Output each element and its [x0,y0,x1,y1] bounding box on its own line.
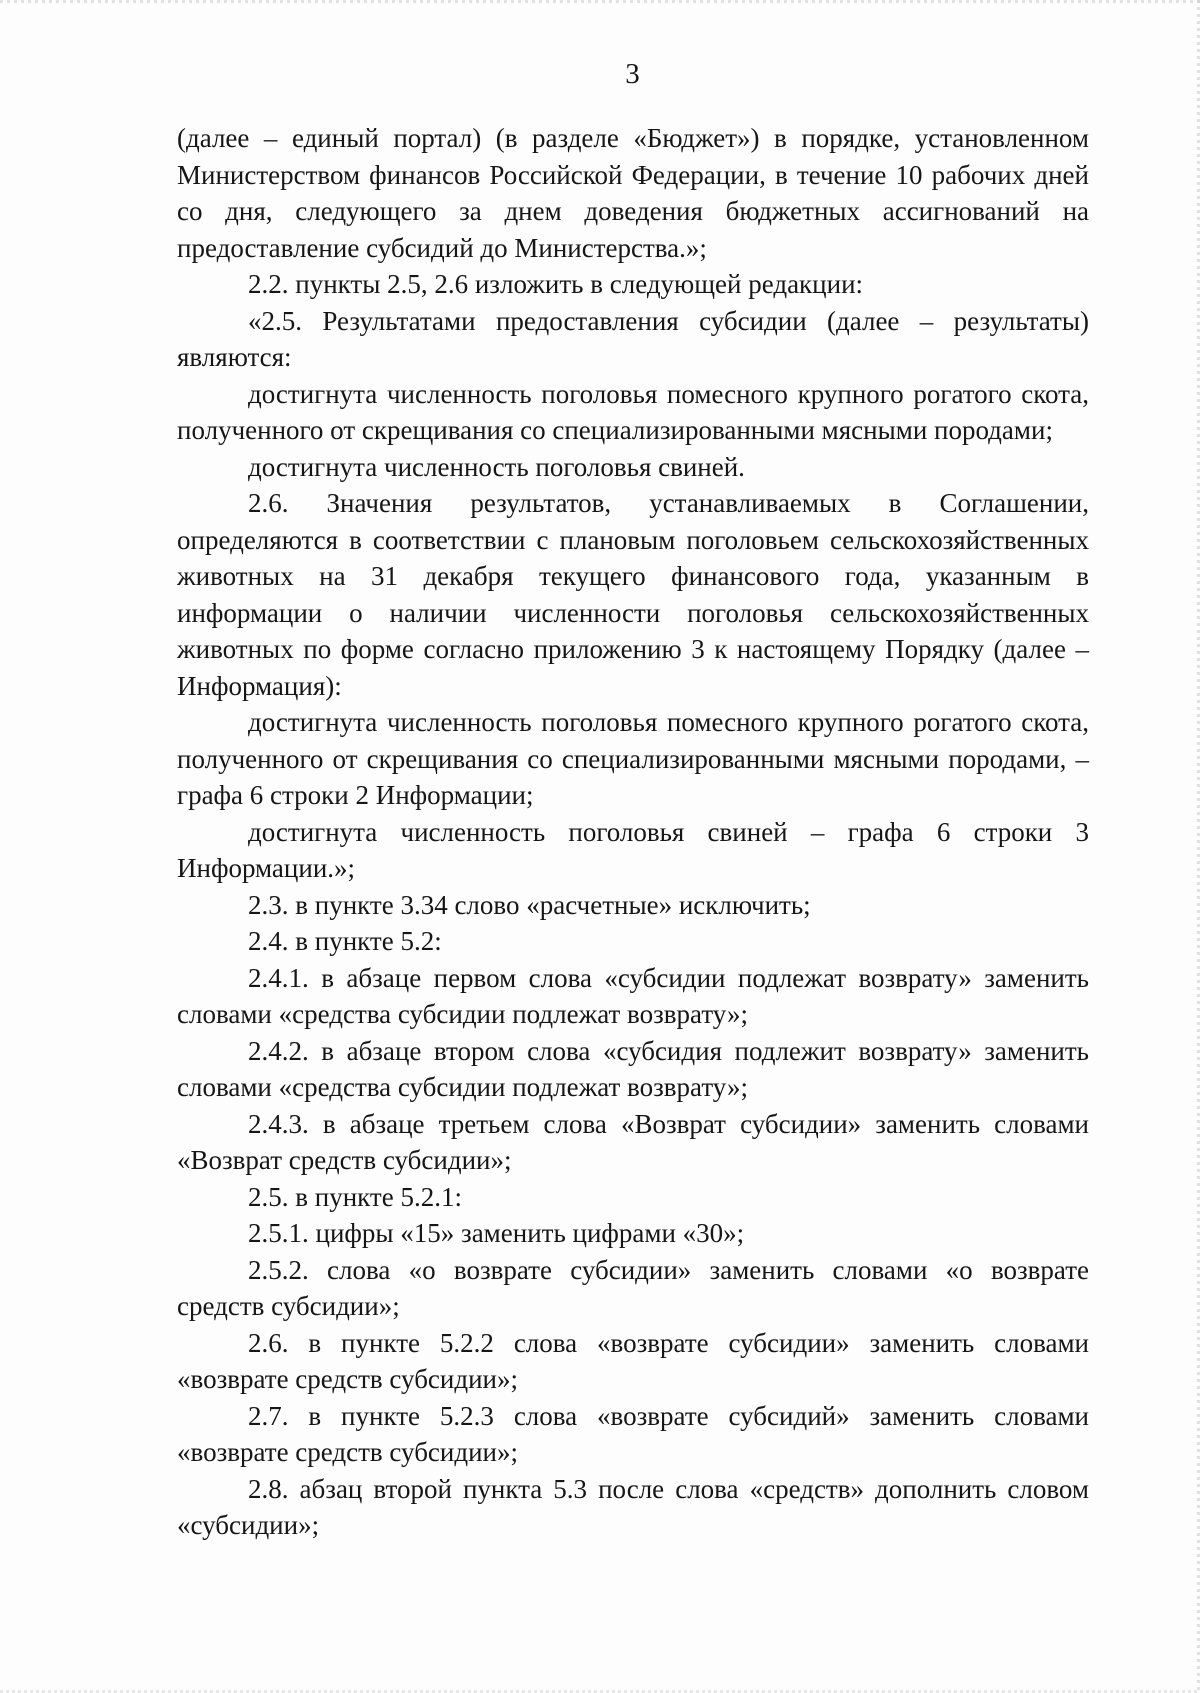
paragraph: достигнута численность поголовья свиней. [248,451,745,482]
paragraph: 2.4.3. в абзаце третьем слова «Возврат субсидии» заменить словами «Возврат средств субсидии»; [177,1108,1089,1175]
paragraph: достигнута численность поголовья помесного крупного рогатого скота, полученного от скрещивания со специализированными мясными породами, – графа 6 строки 2 Информации; [177,707,1089,810]
paragraph: 2.7. в пункте 5.2.3 слова «возврате субсидий» заменить словами «возврате средств субсидии»; [177,1400,1089,1467]
paragraph: 2.4. в пункте 5.2: [248,926,442,956]
paragraph: достигнута численность поголовья помесного крупного рогатого скота, полученного от скрещивания со специализированными мясными породами; [177,378,1089,445]
paragraph: 2.8. абзац второй пункта 5.3 после слова «средств» дополнить словом «субсидии»; [177,1473,1089,1540]
paragraph: 2.5.1. цифры «15» заменить цифрами «30»; [248,1218,745,1248]
paragraph: 2.6. в пункте 5.2.2 слова «возврате субсидии» заменить словами «возврате средств субсидии»; [177,1327,1089,1394]
paragraph: (далее – единый портал) (в разделе «Бюджет») в порядке, установленном Министерством финансов Российской Федерации, в течение 10 рабочих дней со дня, следующего за днем доведения бюджетных ассигнований на предоставление субсидий до Министерства.»; [177,123,1089,263]
paragraph: 2.4.2. в абзаце втором слова «субсидия подлежит возврату» заменить словами «средства субсидии подлежат возврату»; [177,1035,1089,1102]
paragraph: 2.2. пункты 2.5, 2.6 изложить в следующей редакции: [248,269,864,299]
paragraph: «2.5. Результатами предоставления субсидии (далее – результаты) являются: [177,305,1089,372]
paragraph: 2.5.2. слова «о возврате субсидии» заменить словами «о возврате средств субсидии»; [177,1254,1089,1321]
paragraph: 2.5. в пункте 5.2.1: [248,1181,462,1212]
paragraph: 2.3. в пункте 3.34 слово «расчетные» исключить; [248,889,811,920]
paragraph: 2.4.1. в абзаце первом слова «субсидии подлежат возврату» заменить словами «средства субсидии подлежат возврату»; [177,962,1089,1029]
paragraph: достигнута численность поголовья свиней – графа 6 строки 3 Информации.»; [177,816,1089,883]
paragraph: 2.6. Значения результатов, устанавливаемых в Соглашении, определяются в соответствии с плановым поголовьем сельскохозяйственных животных на 31 декабря текущего финансового года, указанным в информации о наличии численности поголовья сельскохозяйственных животных по форме согласно приложению 3 к настоящему Порядку (далее – Информация): [177,488,1089,701]
document-body [177,120,1089,1544]
scan-edge-top [0,0,1200,3]
page-number: 3 [625,58,640,90]
